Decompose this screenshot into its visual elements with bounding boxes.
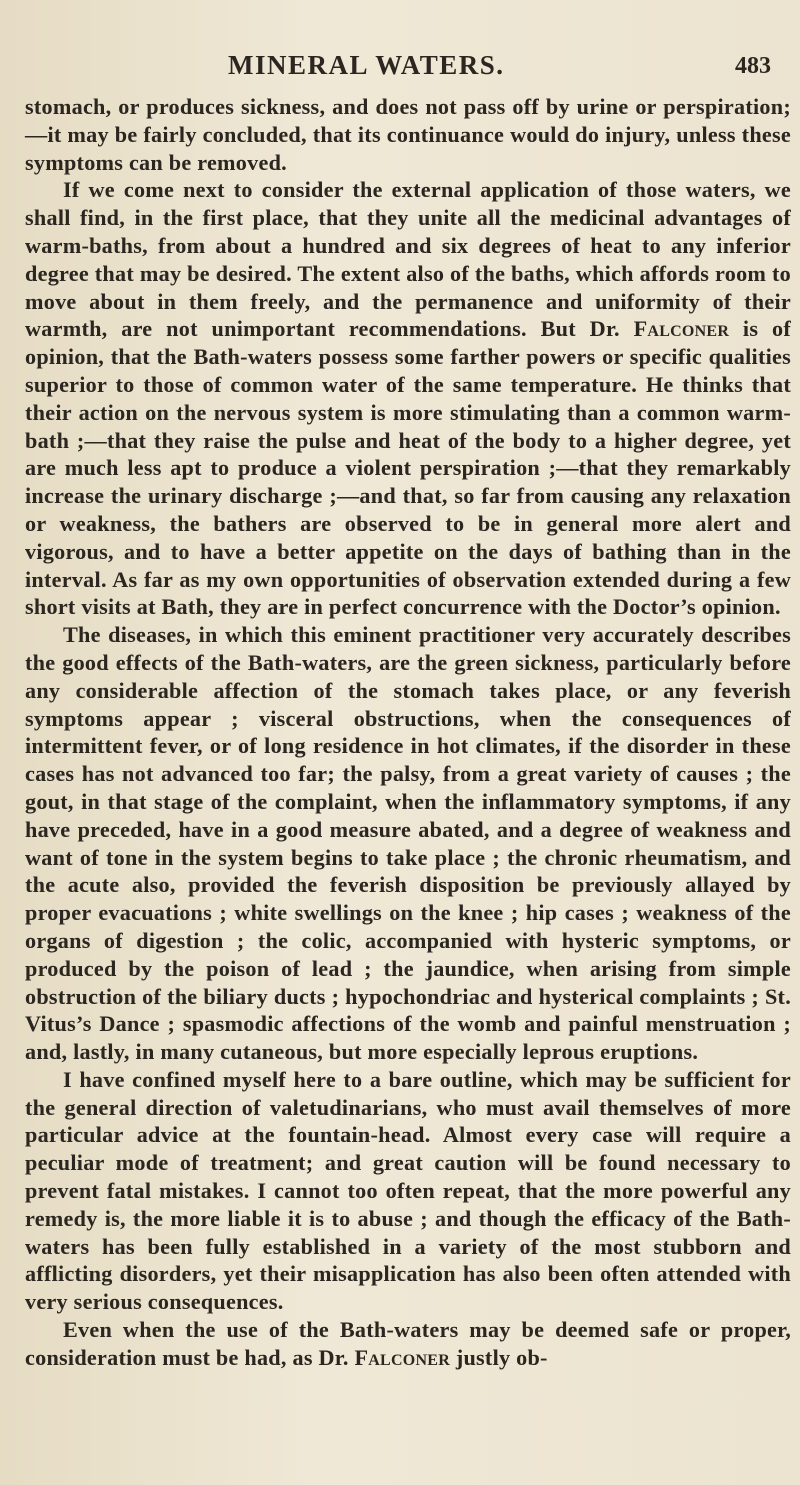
paragraph-external-application (25, 176, 791, 621)
paragraph-stomach-continuation: stomach, or produces sickness, and does not pass off by urine or perspiration;—it may be fairly concluded, that its continuance would do injury, unless these symptoms can be removed. (25, 94, 791, 175)
paragraph-text: justly ob- (450, 1344, 548, 1370)
author-name-falconer: Falconer (633, 316, 730, 342)
paragraph-text: If we come next to consider the external application of those waters, we shall find, in the first place, that they unite all the medicinal advantages of warm-baths, from about a hundred and six degrees of heat to any inferior degree that may be desired. The extent also of the baths, which affords room to move about in them freely, and the permanence and uniformity of their warmth, are not unimportant recommendations. But Dr. (25, 177, 791, 342)
paragraph-text: is of opinion, that the Bath-waters possess some farther powers or specific qualities superior to those of common water of the same temperature. He thinks that their action on the nervous system is more stimulating than a common warm-bath ;—that they raise the pulse and heat of the body to a higher degree, yet are much less apt to produce a violent perspiration ;—that they remarkably increase the urinary discharge ;—and that, so far from causing any relaxation or weakness, the bathers are observed to be in general more alert and vigorous, and to have a better appetite on the days of bathing than in the interval. As far as my own opportunities of observation extended during a few short visits at Bath, they are in perfect concurrence with the Doctor’s opinion. (25, 316, 791, 620)
paragraph-diseases: The diseases, in which this eminent practitioner very accurately describes the good effects of the Bath-waters, are the green sickness, particularly before any considerable affection of the stomach takes place, or any feverish symptoms appear ; visceral obstructions, when the consequences of intermittent fever, or of long residence in hot climates, if the disorder in these cases has not advanced too far; the palsy, from a great variety of causes ; the gout, in that stage of the complaint, when the inflammatory symptoms, if any have preceded, have in a good measure abated, and a degree of weakness and want of tone in the system begins to take place ; the chronic rheumatism, and the acute also, provided the feverish disposition be previously allayed by proper evacuations ; white swellings on the knee ; hip cases ; weakness of the organs of digestion ; the colic, accompanied with hysteric symptoms, or produced by the poison of lead ; the jaundice, when arising from simple obstruction of the biliary ducts ; hypochondriac and hysterical complaints ; St. Vitus’s Dance ; spasmodic affections of the womb and painful menstruation ; and, lastly, in many cutaneous, but more especially leprous eruptions. (25, 622, 791, 1065)
running-head (0, 50, 800, 90)
page-number: 483 (735, 53, 771, 79)
paragraph-consideration (25, 1316, 791, 1372)
author-name-falconer: Falconer (354, 1344, 451, 1370)
paragraph-outline: I have confined myself here to a bare outline, which may be sufficient for the general direction of valetudinarians, who must avail themselves of more particular advice at the fountain-head. Almost every case will require a peculiar mode of treatment; and great caution will be found necessary to prevent fatal mistakes. I cannot too often repeat, that the more powerful any remedy is, the more liable it is to abuse ; and though the efficacy of the Bath-waters has been fully established in a variety of the most stubborn and afflicting disorders, yet their misapplication has also been often attended with very serious consequences. (25, 1066, 791, 1315)
running-title: MINERAL WATERS. (228, 50, 505, 80)
paragraph-text: Even when the use of the Bath-waters may be deemed safe or proper, consideration must be had, as Dr. (25, 1317, 791, 1370)
body-text (25, 93, 791, 1372)
